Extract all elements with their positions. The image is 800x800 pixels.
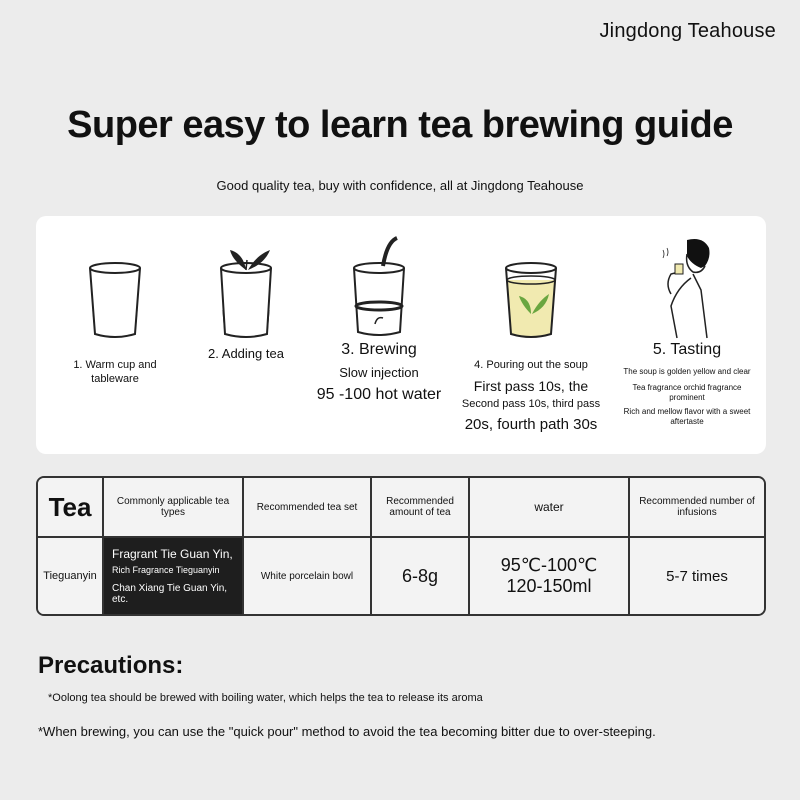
step-brewing (304, 216, 454, 405)
step-desc: Slow injection (339, 364, 419, 380)
precaution-item: *When brewing, you can use the "quick pour" method to avoid the tea becoming bitter due to over-steeping. (38, 724, 656, 739)
cell-infusions: 5-7 times (630, 538, 764, 614)
cell-amount: 6-8g (372, 538, 470, 614)
header-tea-types: Commonly applicable tea types (104, 478, 244, 538)
cell-tea: Tieguanyin (38, 538, 104, 614)
cell-water (470, 538, 630, 614)
step-desc: 95 -100 hot water (316, 386, 442, 404)
table-header-row (38, 478, 764, 538)
cup-with-tea-icon (501, 260, 561, 340)
step-desc: The soup is golden yellow and clear (623, 366, 751, 376)
cup-with-leaf-icon (216, 240, 276, 340)
step-desc: Tea fragrance orchid fragrance prominent (632, 382, 742, 402)
brewing-table (36, 476, 766, 616)
tea-type-line: Fragrant Tie Guan Yin, (112, 547, 233, 561)
step-tasting (622, 216, 752, 427)
step-desc: Rich and mellow flavor with a sweet aftertaste (623, 406, 751, 426)
water-volume: 120-150ml (506, 576, 592, 596)
step-label: 5. Tasting (652, 341, 722, 358)
step-desc: First pass 10s, the (473, 378, 589, 395)
step-label: 3. Brewing (341, 341, 417, 358)
step-desc: Second pass 10s, third pass (461, 397, 601, 410)
precaution-item: *Oolong tea should be brewed with boiling water, which helps the tea to release its aroma (48, 692, 483, 704)
step-desc: 20s, fourth path 30s (464, 415, 598, 433)
header-amount: Recommended amount of tea (372, 478, 470, 538)
header-tea-set: Recommended tea set (244, 478, 372, 538)
page-subtitle: Good quality tea, buy with confidence, all at Jingdong Teahouse (216, 178, 584, 193)
tea-type-line: Chan Xiang Tie Guan Yin, etc. (112, 583, 228, 605)
header-tea: Tea (38, 478, 104, 538)
precautions-title: Precautions: (38, 652, 184, 679)
step-label: 2. Adding tea (208, 346, 284, 361)
kettle-pour-icon (349, 236, 409, 340)
step-pouring (456, 216, 606, 434)
person-drinking-icon (647, 234, 727, 344)
header-infusions: Recommended number of infusions (630, 478, 764, 538)
empty-cup-icon (85, 260, 145, 340)
step-warm-cup (50, 216, 180, 387)
cell-tea-types (104, 538, 244, 614)
water-temp: 95℃-100℃ (500, 555, 598, 575)
steps-panel (36, 216, 766, 454)
header-water: water (470, 478, 630, 538)
page-title: Super easy to learn tea brewing guide (67, 104, 733, 146)
step-label: 1. Warm cup and tableware (73, 359, 157, 386)
table-row (38, 538, 764, 614)
brand-name: Jingdong Teahouse (599, 20, 776, 42)
step-adding-tea (186, 216, 306, 363)
tea-type-line: Rich Fragrance Tieguanyin (112, 565, 220, 575)
cell-tea-set: White porcelain bowl (244, 538, 372, 614)
step-label: 4. Pouring out the soup (474, 359, 588, 371)
